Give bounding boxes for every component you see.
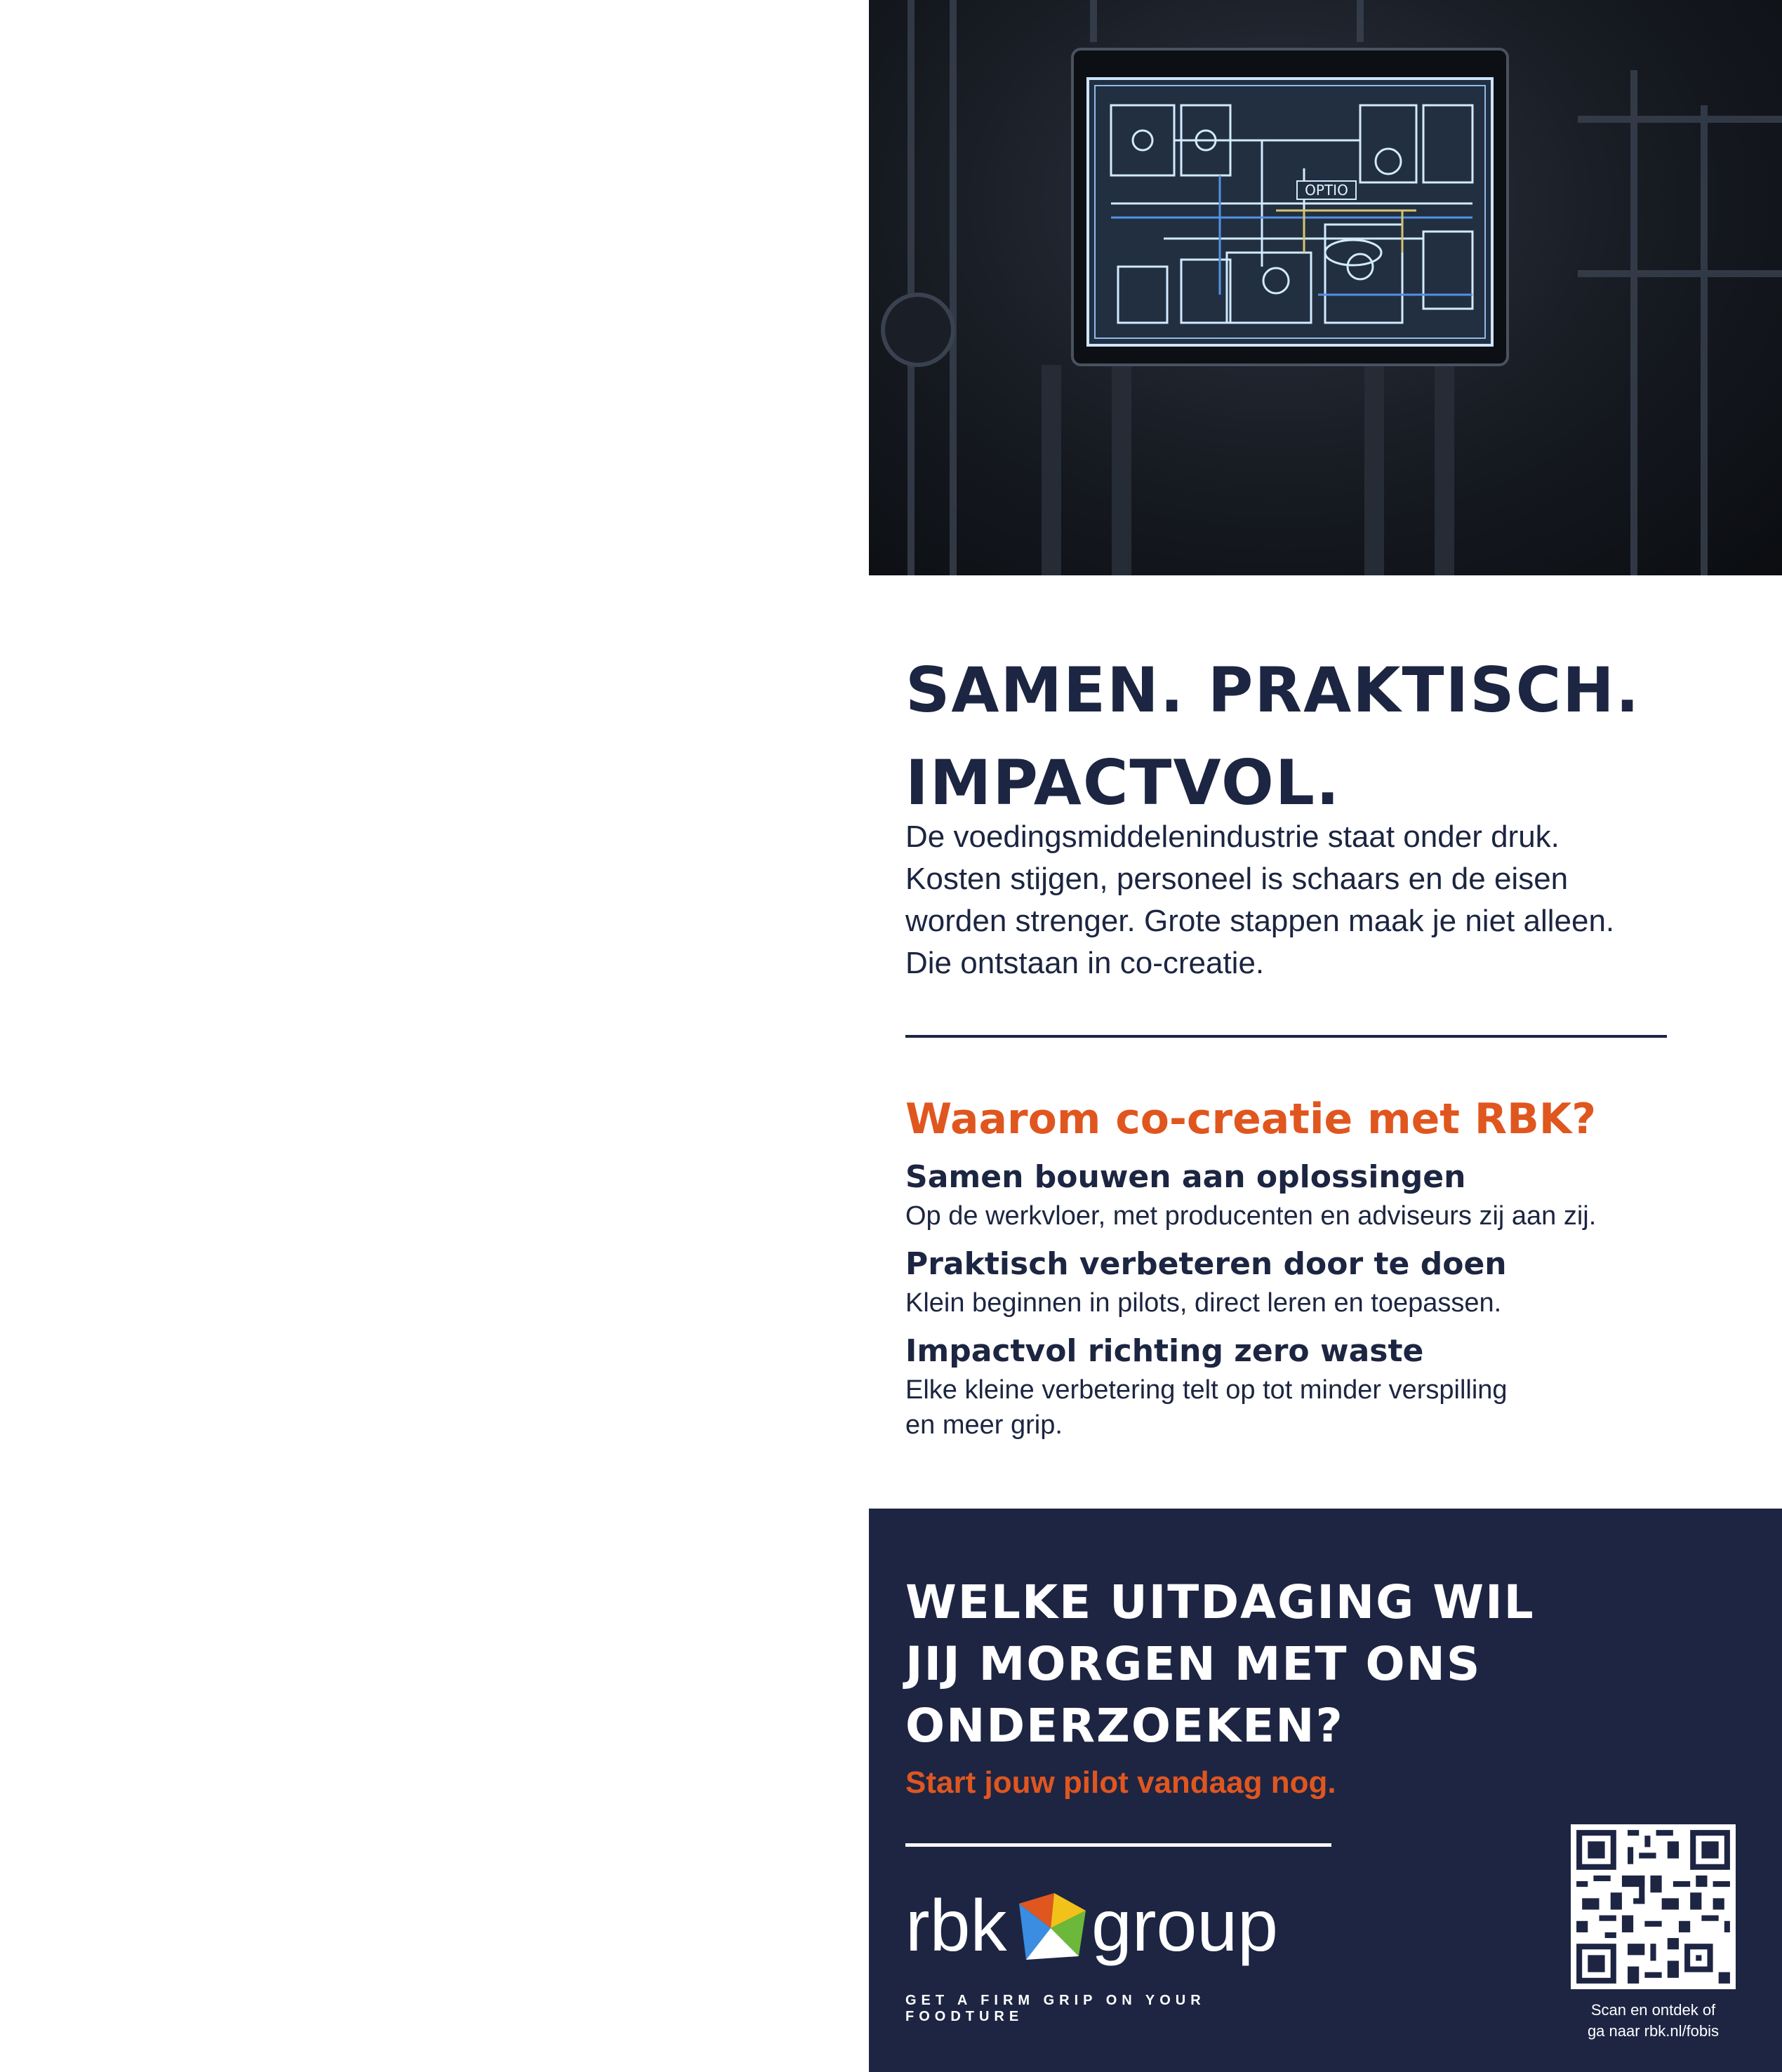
qr-caption (1543, 2000, 1764, 2042)
headline-line-2: IMPACTVOL. (905, 747, 1341, 819)
logo-mark-icon (1012, 1890, 1089, 1967)
point-text-3 (905, 1372, 1607, 1443)
cta-title-line: JIJ MORGEN MET ONS (905, 1637, 1482, 1691)
intro-line: Kosten stijgen, personeel is schaars en de eisen (905, 862, 1569, 896)
point-title-1: Samen bouwen aan oplossingen (905, 1159, 1466, 1195)
point-text-line: Elke kleine verbetering telt op tot minder verspilling (905, 1375, 1508, 1405)
rbk-group-logo (905, 1884, 1298, 2010)
point-title-2: Praktisch verbeteren door te doen (905, 1246, 1507, 1282)
cta-panel (869, 1509, 1782, 2072)
hero-image (869, 0, 1782, 575)
qr-code-icon (1571, 1824, 1736, 1989)
point-title-3: Impactvol richting zero waste (905, 1333, 1424, 1369)
intro-line: worden strenger. Grote stappen maak je niet alleen. (905, 904, 1615, 938)
point-text-line: en meer grip. (905, 1410, 1063, 1440)
point-text-1 (905, 1198, 1607, 1234)
screen-label: OPTIO (1305, 182, 1348, 199)
cta-title (905, 1572, 1607, 1757)
cta-title-line: WELKE UITDAGING WIL (905, 1575, 1535, 1629)
headline-line-1: SAMEN. PRAKTISCH. (905, 654, 1641, 726)
intro-line: Die ontstaan in co-creatie. (905, 946, 1265, 980)
cta-title-line: ONDERZOEKEN? (905, 1699, 1344, 1753)
logo-word-rbk: rbk (905, 1885, 1007, 1967)
intro-line: De voedingsmiddelenindustrie staat onder druk. (905, 820, 1560, 854)
cta-divider (905, 1843, 1331, 1847)
logo-tagline: GET A FIRM GRIP ON YOUR FOODTURE (905, 1993, 1206, 2024)
cta-subtitle: Start jouw pilot vandaag nog. (905, 1765, 1336, 1800)
point-text-2 (905, 1285, 1607, 1321)
qr-caption-line: Scan en ontdek of (1590, 2001, 1716, 2019)
divider (905, 1035, 1667, 1038)
qr-caption-line: ga naar rbk.nl/fobis (1587, 2022, 1720, 2040)
qr-code[interactable] (1571, 1824, 1736, 1989)
why-title: Waarom co-creatie met RBK? (905, 1095, 1597, 1144)
logo-word-group: group (1091, 1885, 1278, 1967)
headline (905, 644, 1713, 829)
control-panel-illustration (869, 0, 1782, 575)
intro-paragraph (905, 816, 1720, 984)
point-text-line: Op de werkvloer, met producenten en adviseurs zij aan zij. (905, 1201, 1597, 1231)
point-text-line: Klein beginnen in pilots, direct leren en toepassen. (905, 1288, 1502, 1318)
